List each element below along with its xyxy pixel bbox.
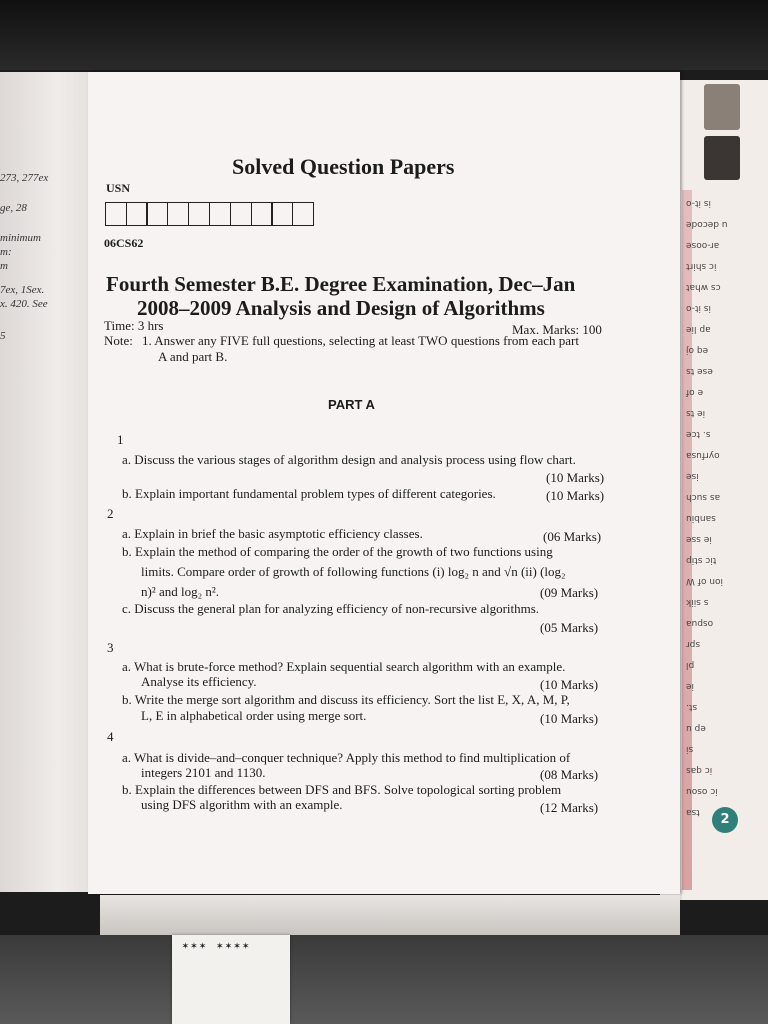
strip-text-line: cs what [686, 282, 721, 292]
photo-thumbnail [704, 84, 740, 130]
strip-text-line: ese ts [686, 366, 713, 376]
question-marks: (09 Marks) [540, 585, 599, 600]
subject-code: 06CS62 [104, 236, 144, 250]
usn-box[interactable] [167, 202, 189, 226]
strip-text-line: sanbiu [686, 513, 716, 523]
usn-box-row [106, 202, 314, 226]
question-marks: (10 Marks) [540, 711, 599, 726]
left-facing-page [0, 72, 96, 892]
usn-box[interactable] [209, 202, 231, 226]
strip-text-line: tsa [686, 807, 700, 817]
usn-box[interactable] [126, 202, 148, 226]
usn-box[interactable] [188, 202, 210, 226]
strip-text-line: ie [686, 681, 695, 691]
question-text: b. Write the merge sort algorithm and discuss its efficiency. Sort the list E, X, A, M, P, [122, 692, 570, 707]
left-page-line: x. 420. See [0, 298, 48, 310]
note-text: 1. Answer any FIVE full questions, selecting at least TWO questions from each part [142, 333, 579, 348]
left-page-line: 273, 277ex [0, 172, 49, 184]
strip-text-line: s. tce [686, 429, 711, 439]
question-marks: (12 Marks) [540, 800, 599, 815]
question-marks: (10 Marks) [540, 677, 599, 692]
exam-subheading: 2008–2009 Analysis and Design of Algorithms [137, 296, 545, 320]
book-bottom-edge [100, 895, 680, 935]
bookmark-tab [172, 935, 290, 1024]
left-page-line: m [0, 260, 8, 272]
question-text: a. What is divide–and–conquer technique? Apply this method to find multiplication of [122, 750, 571, 765]
strip-text-line: as such [686, 492, 721, 502]
max-marks: Max. Marks: 100 [512, 322, 602, 337]
usn-box[interactable] [146, 202, 168, 226]
strip-text-line: ap lie [686, 324, 711, 334]
question-text: a. What is brute-force method? Explain sequential search algorithm with an example. [122, 659, 566, 674]
question-marks: (10 Marks) [546, 488, 605, 503]
strip-text-line: eq oj [686, 345, 709, 355]
strip-text-line: st. [686, 702, 698, 712]
usn-label: USN [106, 181, 131, 195]
question-marks: (08 Marks) [540, 767, 599, 782]
background-bottom [0, 935, 768, 1024]
strip-text-line: ic shirt [686, 261, 717, 271]
strip-text-line: u decode [686, 219, 728, 229]
chapter-badge-icon: 2 [712, 807, 738, 833]
note-label: Note: [104, 333, 133, 348]
strip-text-line: e of [686, 387, 704, 397]
question-text-continued: integers 2101 and 1130. [141, 765, 266, 780]
question-text-continued: limits. Compare order of growth of following functions (i) log₂ n and √n (ii) (log₂ [141, 564, 566, 579]
usn-box[interactable] [251, 202, 273, 226]
left-page-line: m: [0, 246, 12, 258]
question-text: b. Explain important fundamental problem types of different categories. [122, 486, 496, 501]
question-number: 4 [107, 729, 114, 744]
strip-text-line: ep u [686, 723, 706, 733]
question-number: 1 [117, 432, 124, 447]
question-text: a. Explain in brief the basic asymptotic efficiency classes. [122, 526, 423, 541]
question-text: b. Explain the differences between DFS and BFS. Solve topological sorting problem [122, 782, 562, 797]
question-text: c. Discuss the general plan for analyzing efficiency of non-recursive algorithms. [122, 601, 540, 616]
left-page-line: ge, 28 [0, 202, 27, 214]
question-marks: (10 Marks) [546, 470, 605, 485]
strip-text-line: ic qas [686, 765, 713, 775]
strip-text-line: ic osou [686, 786, 718, 796]
strip-text-line: tic stip [686, 555, 717, 565]
photo-thumbnail [704, 136, 740, 180]
strip-text-line: ie ts [686, 408, 706, 418]
usn-box[interactable] [271, 202, 293, 226]
usn-box[interactable] [292, 202, 314, 226]
background-top [0, 0, 768, 70]
question-text: a. Discuss the various stages of algorithm design and analysis process using flow chart. [122, 452, 576, 467]
question-number: 3 [107, 640, 114, 655]
exam-heading: Fourth Semester B.E. Degree Examination, Dec–Jan [106, 272, 576, 296]
strip-text-line: ospua [686, 618, 714, 628]
usn-box[interactable] [230, 202, 252, 226]
usn-box[interactable] [105, 202, 127, 226]
strip-text-line: oyrfusa [686, 450, 720, 460]
strip-text-line: ie sse [686, 534, 712, 544]
strip-text-line: s siik [686, 597, 709, 607]
left-page-line: 5 [0, 330, 6, 342]
note-text-continued: A and part B. [158, 349, 228, 364]
strip-text-line: si [686, 744, 694, 754]
part-heading: PART A [328, 397, 375, 412]
question-marks: (06 Marks) [543, 529, 602, 544]
left-page-line: minimum [0, 232, 41, 244]
strip-text-line: is it-o [686, 303, 712, 313]
question-text-continued: L, E in alphabetical order using merge sort. [141, 708, 367, 723]
question-number: 2 [107, 506, 114, 521]
bookmark-tab-mark: ✶✶✶ ✶✶✶✶ [182, 939, 251, 952]
question-text-continued: using DFS algorithm with an example. [141, 797, 343, 812]
strip-text-line: spr [686, 639, 701, 649]
page-title: Solved Question Papers [232, 154, 455, 179]
strip-text-line: ise [686, 471, 699, 481]
left-page-line: 7ex, 1Sex. [0, 284, 45, 296]
exam-time: Time: 3 hrs [104, 318, 164, 333]
strip-text-line: is it-o [686, 198, 712, 208]
strip-text-line: pl [686, 660, 695, 670]
question-text-continued: n)² and log₂ n². [141, 584, 220, 599]
strip-text-line: ar-oose [686, 240, 720, 250]
question-marks: (05 Marks) [540, 620, 599, 635]
strip-text-line: ion of W [686, 576, 724, 586]
question-text: b. Explain the method of comparing the order of the growth of two functions using [122, 544, 553, 559]
question-text-continued: Analyse its efficiency. [141, 674, 257, 689]
